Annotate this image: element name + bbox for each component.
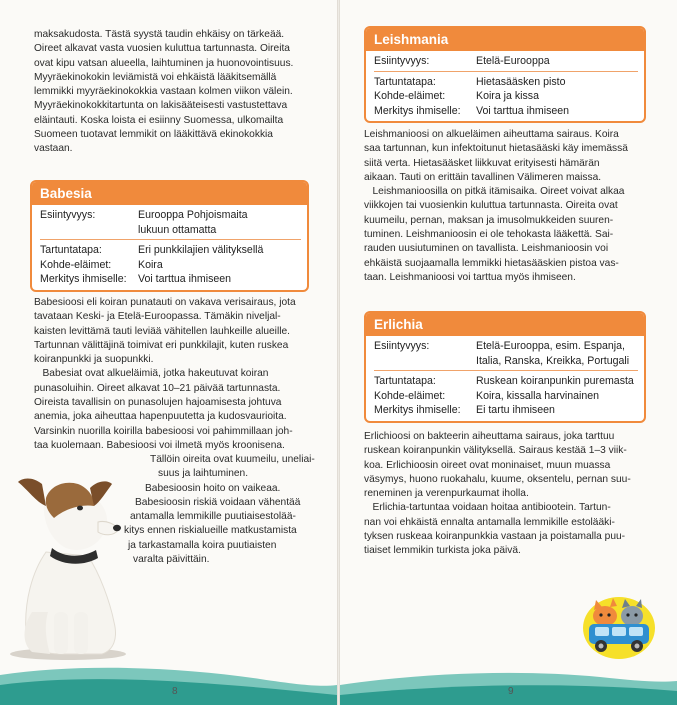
erlichia-title: Erlichia (366, 313, 644, 336)
row-label: Esiintyvyys: (40, 209, 96, 221)
row-label: Esiintyvyys: (374, 340, 430, 352)
erlichia-row-transmission: Tartuntatapa: Ruskean koiranpunkin puremasta (374, 375, 634, 387)
row-label: Tartuntatapa: (374, 375, 436, 387)
left-page (0, 0, 337, 705)
babesia-row-human-relevance: Merkitys ihmiselle: Voi tarttua ihmiseen (40, 273, 232, 285)
leishmania-row-transmission: Tartuntatapa: Hietasääsken pisto (374, 75, 566, 88)
leishmania-infobox (364, 26, 646, 123)
intro-paragraph: maksakudosta. Tästä syystä taudin ehkäisy on tärkeää. Oireet alkavat vasta vuosien kuluttua tartunnasta. Oireita ovat kipu vatsan alueella, laihtuminen ja huonovointisuus. Myyräekinokokin leviämistä voi ehkäistä lääkitsemällä lemmikki myyräekinokokkia vastaan kolmen viikon välein. Myyräekinokokkitartunta on lakisääteisesti vastustettava eläintauti. Koska loista ei esiinny Suomessa, ulkomailta Suomeen tuotavat lemmikit on lääkittävä ekinokokkia vastaan. (34, 29, 294, 155)
leishmania-row-human-relevance: Merkitys ihmiselle: Voi tarttua ihmiseen (374, 104, 570, 117)
leishmania-row-occurrence: Esiintyvyys: Etelä-Eurooppa (374, 54, 638, 72)
erlichia-row-hosts: Kohde-eläimet: Koira, kissalla harvinainen (374, 389, 600, 402)
babesia-body-wrap: Tällöin oireita ovat kuumeilu, uneliai- suus ja laihtuminen. Babesioosin hoito on vaikeaa. Babesioosin riskiä voidaan vähentää antamalla lemmikille puutiaisestolää- kitys ennen riskialueille matkustamista ja tarkastamalla koira puutiaisten varalta päivittäin. (124, 454, 315, 566)
babesia-infobox (30, 180, 309, 292)
erlichia-body-paragraph: Erlichioosi on bakteerin aiheuttama sairaus, joka tarttuu ruskean koiranpunkin välityksellä. Sairaus kestää 1–3 viik- koa. Erlichioosin oireet ovat moninaiset, muun muassa väsymys, huono ruokahalu, kuume, oksentelu, pernan suu- reneminen ja verenpurkaumat iholla. Erlichia-tartuntaa voidaan hoitaa antibiootein. Tartun- nan voi ehkäistä ennalta antamalla lemmikille estolääki- tyksen ruskeaa koiranpunkkia vastaan ja poistamalla puu- tiaiset lemmikin turkista joka päivä. (364, 431, 631, 557)
row-label: Kohde-eläimet: (374, 90, 446, 102)
leishmania-title: Leishmania (366, 28, 644, 51)
row-label: Kohde-eläimet: (40, 258, 112, 271)
row-label: Tartuntatapa: (40, 244, 102, 256)
babesia-row-hosts: Kohde-eläimet: Koira (40, 258, 163, 271)
erlichia-infobox (364, 311, 646, 423)
row-label: Tartuntatapa: (374, 75, 436, 88)
babesia-row-occurrence: Esiintyvyys: Eurooppa Pohjoismaita lukuun ottamatta (40, 208, 301, 240)
babesia-title: Babesia (32, 182, 307, 205)
page-number-left: 8 (172, 686, 178, 697)
babesia-body-paragraph: Babesioosi eli koiran punatauti on vakava verisairaus, jota tavataan Keski- ja Etelä-Euroopassa. Tämäkin niveljal- kaisten levittämä tauti leviää vähitellen lauhkeille alueille. Tartunnan välittäjinä toimivat eri punkkilajit, kuten ruskea koiranpunkki ja suopunkki. Babesiat ovat alkueläimiä, jotka hakeutuvat koiran punasoluihin. Oireet alkavat 10–21 päivää tartunnasta. Oireista tavallisin on punasolujen hajoamisesta johtuva anemia, joka aiheuttaa hapenpuutetta ja kudosvaurioita. Varsinkin nuorilla koirilla babesioosi voi pahimmillaan joh- taa kuolemaan. Babesioosi voi ilmetä myös kroonisena. (34, 297, 296, 451)
row-label: Merkitys ihmiselle: (374, 104, 461, 117)
pets-in-car-icon (582, 594, 656, 660)
row-label: Esiintyvyys: (374, 55, 430, 67)
row-label: Merkitys ihmiselle: (40, 273, 127, 285)
babesia-row-transmission: Tartuntatapa: Eri punkkilajien välityksellä (40, 244, 264, 256)
row-label: Merkitys ihmiselle: (374, 404, 461, 416)
dog-photo-icon (2, 462, 132, 662)
row-label: Kohde-eläimet: (374, 389, 446, 402)
leishmania-body-paragraph: Leishmanioosi on alkueläimen aiheuttama sairaus. Koira saa tartunnan, kun infektoitunut hietasääski käy imemässä siitä verta. Hietasääsket liikkuvat erityisesti hämärän aikaan. Tauti on erittäin tavallinen Välimeren maissa. Leishmanioosilla on pitkä itämisaika. Oireet voivat alkaa viikkojen tai vuosienkin kuluttua tartunnasta. Oireita ovat kuumeilu, pernan, maksan ja imusolmukkeiden suuren- tuminen. Leishmanioosin ei ole tehokasta lääkettä. Sai- rauden uusiutuminen on tavallista. Leishmanioosin voi ehkäistä suojaamalla lemmikki hietasääskien pistoa vas- taan. Leishmanioosi voi tarttua myös ihmiseen. (364, 129, 628, 283)
erlichia-row-occurrence: Esiintyvyys: Etelä-Eurooppa, esim. Espanja, Italia, Ranska, Kreikka, Portugali (374, 339, 638, 371)
page-number-right: 9 (508, 686, 514, 697)
erlichia-row-human-relevance: Merkitys ihmiselle: Ei tartu ihmiseen (374, 404, 555, 416)
leishmania-row-hosts: Kohde-eläimet: Koira ja kissa (374, 90, 539, 102)
